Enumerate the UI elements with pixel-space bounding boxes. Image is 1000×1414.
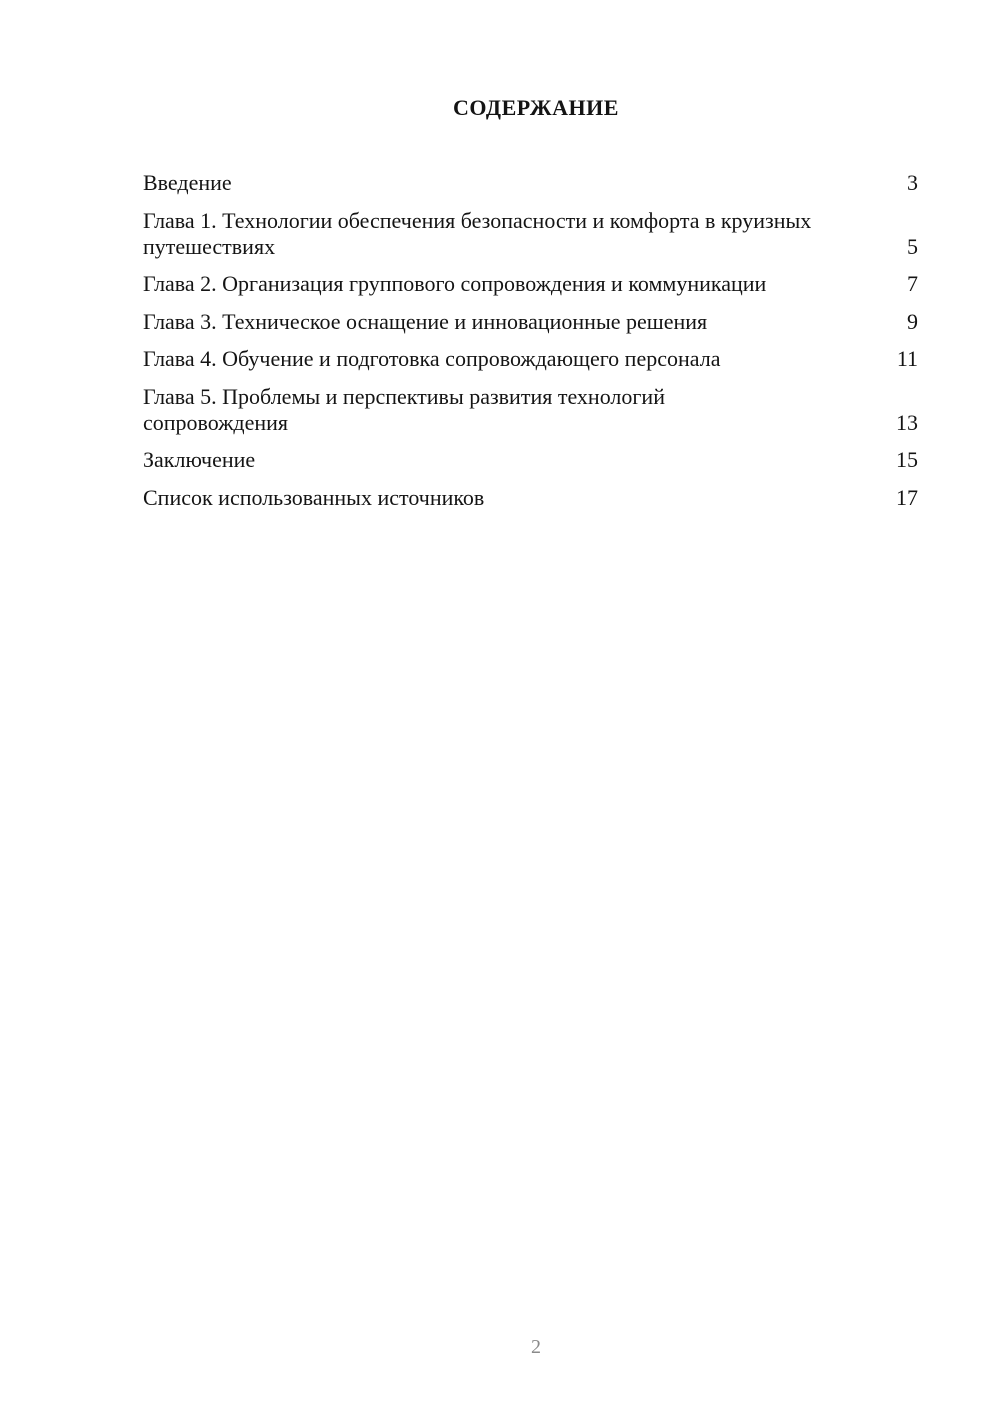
toc-entry-chapter-5 — [143, 384, 918, 436]
page-number: 2 — [531, 1336, 541, 1358]
page-title: СОДЕРЖАНИЕ — [453, 95, 619, 120]
toc-entry-page: 7 — [907, 271, 918, 296]
toc-entry-introduction — [143, 170, 918, 196]
toc-entry-page: 13 — [896, 409, 918, 435]
toc-entry-chapter-4 — [143, 346, 918, 372]
toc-entry-chapter-2 — [143, 271, 918, 297]
toc-entry-page: 5 — [907, 233, 918, 259]
toc-entry-page: 3 — [907, 170, 918, 195]
toc-entry-chapter-1 — [143, 208, 918, 260]
toc-entry-conclusion — [143, 447, 918, 473]
toc-entry-label: Глава 4. Обучение и подготовка сопровождающего персонала — [143, 346, 721, 371]
toc-entry-page: 17 — [896, 484, 918, 510]
toc-entry-page: 15 — [896, 447, 918, 472]
toc-entry-references — [143, 485, 918, 511]
toc-entry-page: 11 — [896, 346, 918, 371]
toc-entry-label: Заключение — [143, 447, 256, 472]
toc-entry-label: Список использованных источников — [143, 484, 485, 510]
table-of-contents — [143, 170, 918, 522]
toc-entry-page: 9 — [907, 308, 918, 334]
toc-entry-label: Глава 3. Техническое оснащение и инновационные решения — [143, 308, 708, 334]
toc-entry-label: Введение — [143, 170, 232, 195]
toc-entry-chapter-3 — [143, 309, 918, 335]
toc-entry-label: Глава 2. Организация группового сопровождения и коммуникации — [143, 271, 767, 296]
toc-entry-label: Глава 1. Технологии обеспечения безопасности и комфорта в круизных путешествиях — [143, 207, 812, 259]
toc-entry-label: Глава 5. Проблемы и перспективы развития технологий сопровождения — [143, 383, 665, 435]
